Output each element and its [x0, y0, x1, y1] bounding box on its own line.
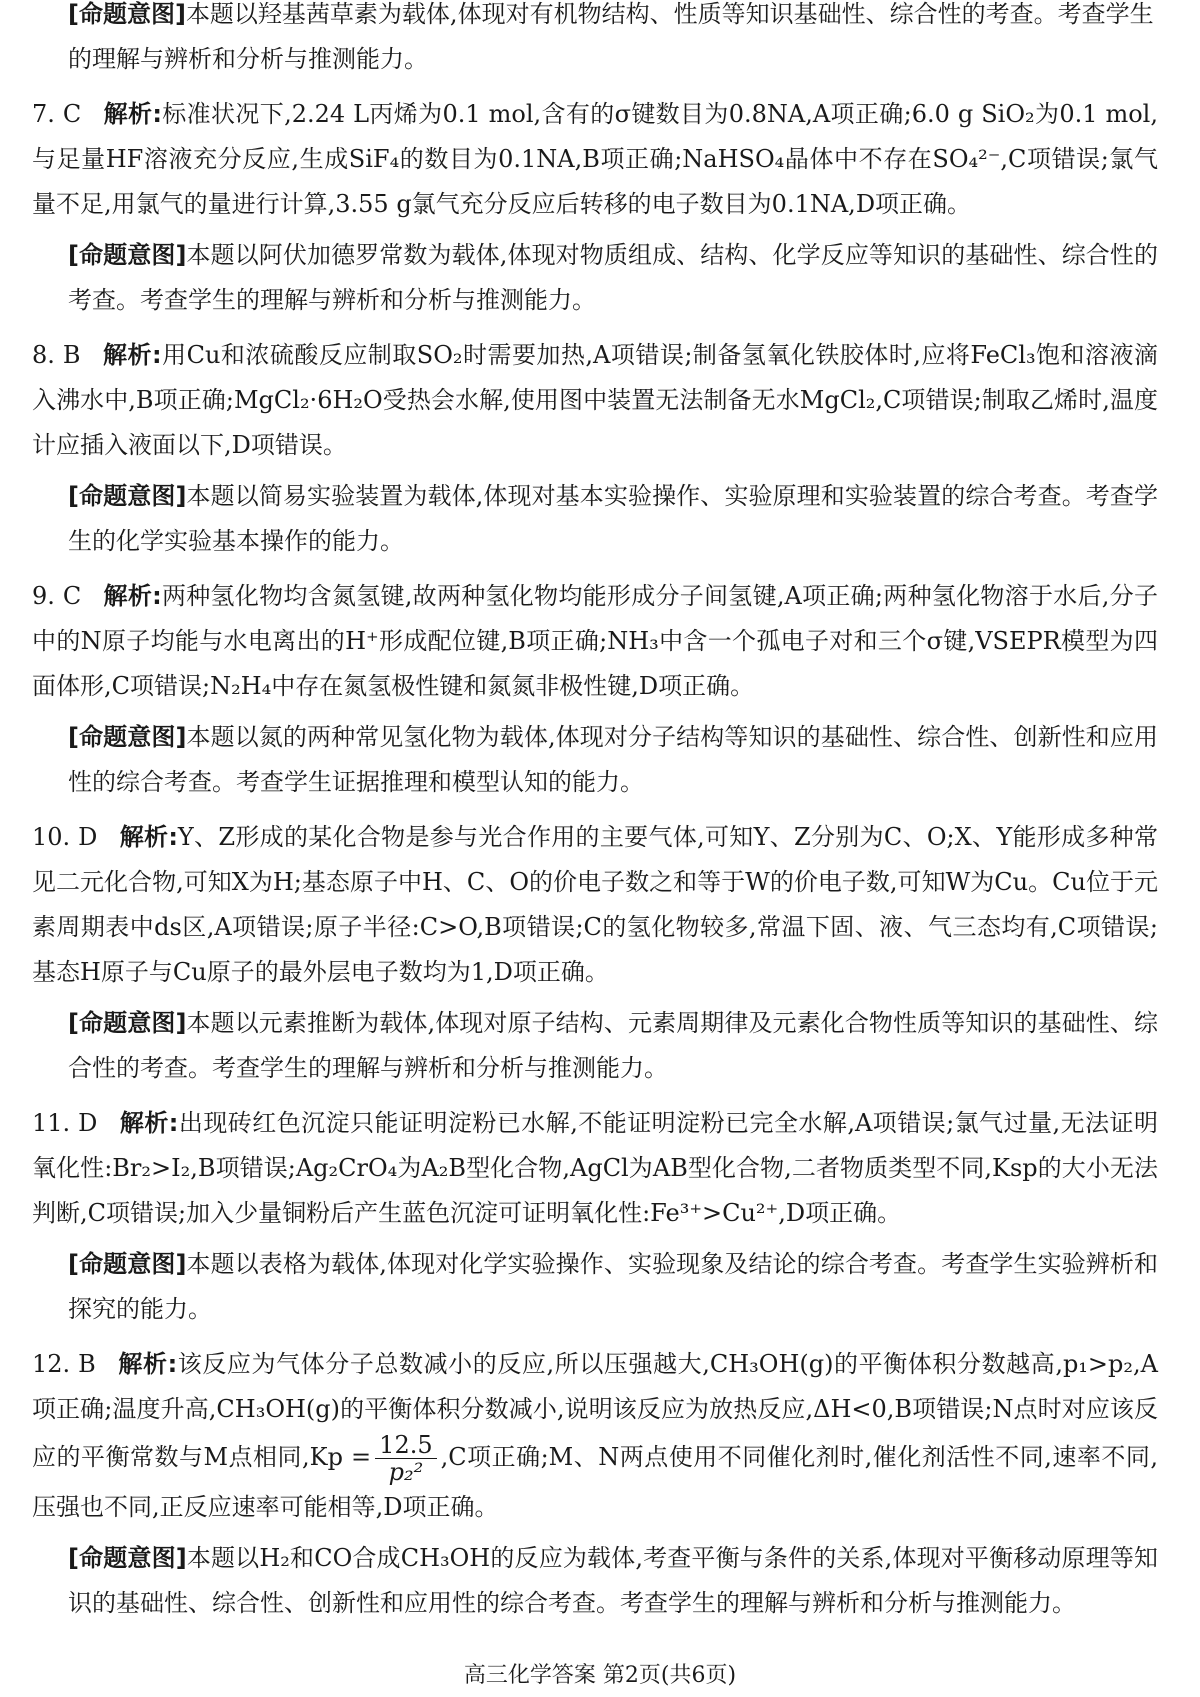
intent-9 [68, 715, 1158, 805]
question-number: 7. [32, 100, 55, 128]
question-10 [32, 815, 1158, 995]
intent-text: 本题以氮的两种常见氢化物为载体,体现对分子结构等知识的基础性、综合性、创新性和应用性的综合考查。考查学生证据推理和模型认知的能力。 [68, 723, 1158, 796]
intent-text: 本题以阿伏加德罗常数为载体,体现对物质组成、结构、化学反应等知识的基础性、综合性的考查。考查学生的理解与辨析和分析与推测能力。 [68, 241, 1158, 314]
intent-11 [68, 1242, 1158, 1332]
fraction-denominator: p₂² [388, 1458, 424, 1486]
question-answer: B [78, 1350, 96, 1378]
intent-tag: [命题意图] [68, 723, 187, 751]
intent-text: 本题以元素推断为载体,体现对原子结构、元素周期律及元素化合物性质等知识的基础性、综合性的考查。考查学生的理解与辨析和分析与推测能力。 [68, 1009, 1158, 1082]
question-answer: C [62, 582, 82, 610]
intent-top-line1: 本题以羟基茜草素为载体,体现对有机物结构、性质等知识基础性、综合性的考查。考查学生 [185, 0, 1154, 28]
intent-top-line2: 的理解与辨析和分析与推测能力。 [68, 45, 428, 73]
question-answer: D [78, 823, 98, 851]
intent-tag: [命题意图] [68, 1544, 187, 1572]
question-analysis: 出现砖红色沉淀只能证明淀粉已水解,不能证明淀粉已完全水解,A项错误;氯气过量,无法证明氧化性:Br₂>I₂,B项错误;Ag₂CrO₄为A₂B型化合物,AgCl为AB型化合物,二者物质类型不同,Ksp的大小无法判断,C项错误;加入少量铜粉后产生蓝色沉淀可证明氧化性:Fe³⁺>Cu²⁺,D项正确。 [32, 1109, 1158, 1227]
intent-tag: [命题意图] [68, 1009, 187, 1037]
fraction-numerator: 12.5 [375, 1432, 436, 1459]
question-12 [32, 1342, 1158, 1530]
question-11 [32, 1101, 1158, 1236]
question-number: 11. [32, 1109, 71, 1137]
intent-text: 本题以简易实验装置为载体,体现对基本实验操作、实验原理和实验装置的综合考查。考查学生的化学实验基本操作的能力。 [68, 482, 1158, 555]
question-analysis: 两种氢化物均含氮氢键,故两种氢化物均能形成分子间氢键,A项正确;两种氢化物溶于水后,分子中的N原子均能与水电离出的H⁺形成配位键,B项正确;NH₃中含一个孤电子对和三个σ键,VSEPR模型为四面体形,C项错误;N₂H₄中存在氮氢极性键和氮氮非极性键,D项正确。 [32, 582, 1158, 700]
intent-text: 本题以表格为载体,体现对化学实验操作、实验现象及结论的综合考查。考查学生实验辨析和探究的能力。 [68, 1250, 1158, 1323]
question-analysis: 标准状况下,2.24 L丙烯为0.1 mol,含有的σ键数目为0.8NA,A项正确;6.0 g SiO₂为0.1 mol,与足量HF溶液充分反应,生成SiF₄的数目为0.1NA,B项正确;NaHSO₄晶体中不存在SO₄²⁻,C项错误;氯气量不足,用氯气的量进行计算,3.55 g氯气充分反应后转移的电子数目为0.1NA,D项正确。 [32, 100, 1158, 218]
intent-10 [68, 1001, 1158, 1091]
intent-tag: [命题意图] [68, 241, 187, 269]
analysis-label: 解析: [103, 582, 162, 610]
question-analysis: 用Cu和浓硫酸反应制取SO₂时需要加热,A项错误;制备氢氧化铁胶体时,应将FeCl₃饱和溶液滴入沸水中,B项正确;MgCl₂·6H₂O受热会水解,使用图中装置无法制备无水MgCl₂,C项错误;制取乙烯时,温度计应插入液面以下,D项错误。 [32, 341, 1158, 459]
intent-top [68, 0, 1158, 82]
intent-tag: [命题意图] [68, 0, 186, 28]
question-number: 12. [32, 1350, 71, 1378]
question-7 [32, 92, 1158, 227]
page-footer: 高三化学答案 第2页(共6页) [463, 1663, 737, 1688]
question-number: 10. [32, 823, 71, 851]
intent-text: 本题以H₂和CO合成CH₃OH的反应为载体,考查平衡与条件的关系,体现对平衡移动原理等知识的基础性、综合性、创新性和应用性的综合考查。考查学生的理解与辨析和分析与推测能力。 [68, 1544, 1158, 1617]
analysis-label: 解析: [119, 1109, 179, 1137]
intent-8 [68, 474, 1158, 564]
question-number: 9. [32, 582, 55, 610]
intent-7 [68, 233, 1158, 323]
analysis-label: 解析: [117, 1350, 178, 1378]
analysis-label: 解析: [119, 823, 178, 851]
analysis-label: 解析: [103, 100, 162, 128]
question-analysis-part2: ,C项正确;M、N两点使用不同催化剂时,催化剂活性不同,速率不同,压强也不同,正反应速率可能相等,D项正确。 [32, 1443, 1158, 1521]
question-answer: D [78, 1109, 98, 1137]
question-9 [32, 574, 1158, 709]
intent-12 [68, 1536, 1158, 1626]
kp-fraction [375, 1432, 436, 1485]
question-answer: C [62, 100, 82, 128]
intent-tag: [命题意图] [68, 1250, 187, 1278]
intent-tag: [命题意图] [68, 482, 187, 510]
question-analysis-part1: 该反应为气体分子总数减小的反应,所以压强越大,CH₃OH(g)的平衡体积分数越高,p₁>p₂,A项正确;温度升高,CH₃OH(g)的平衡体积分数减小,说明该反应为放热反应,ΔH<0,B项错误;N点时对应该反应的平衡常数与M点相同,Kp = [32, 1350, 1158, 1471]
question-8 [32, 333, 1158, 468]
question-answer: B [62, 341, 81, 369]
analysis-label: 解析: [102, 341, 162, 369]
question-number: 8. [32, 341, 55, 369]
question-analysis: Y、Z形成的某化合物是参与光合作用的主要气体,可知Y、Z分别为C、O;X、Y能形成多种常见二元化合物,可知X为H;基态原子中H、C、O的价电子数之和等于W的价电子数,可知W为Cu。Cu位于元素周期表中ds区,A项错误;原子半径:C>O,B项错误;C的氢化物较多,常温下固、液、气三态均有,C项错误;基态H原子与Cu原子的最外层电子数均为1,D项正确。 [32, 823, 1158, 986]
